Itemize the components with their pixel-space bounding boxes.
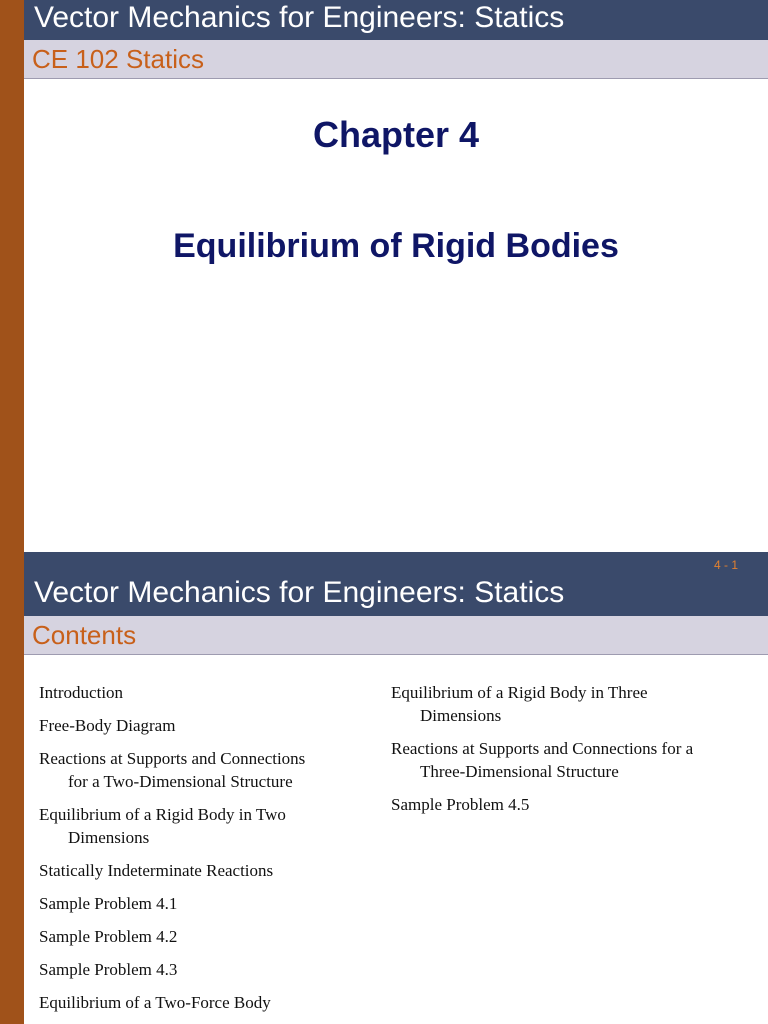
slide1-body (24, 79, 768, 552)
slide1-header (24, 0, 768, 40)
contents-item: Equilibrium of a Two-Force Body (39, 993, 271, 1012)
chapter-title: Chapter 4 (312, 114, 480, 155)
page-number: 4 - 1 (713, 558, 738, 572)
contents-item: Sample Problem 4.5 (391, 795, 530, 814)
contents-item: Reactions at Supports and Connections for a Two-Dimensional Structure (39, 749, 306, 791)
contents-item: Introduction (39, 683, 124, 702)
contents-item: Sample Problem 4.3 (39, 960, 178, 979)
contents-item: Sample Problem 4.2 (39, 927, 178, 946)
chapter-subject: Equilibrium of Rigid Bodies (173, 227, 619, 265)
slide1-course-code: CE 102 Statics (32, 44, 204, 74)
contents-item: Free-Body Diagram (39, 716, 176, 735)
contents-item: Reactions at Supports and Connections for a Three-Dimensional Structure (391, 739, 694, 781)
slide2-subtitle-bar (24, 616, 768, 655)
contents-column-right (376, 681, 736, 826)
contents-list (24, 655, 768, 1024)
slide2-header (24, 552, 768, 616)
slide1-subtitle-bar (24, 40, 768, 79)
contents-item: Sample Problem 4.1 (39, 894, 178, 913)
contents-column-left (24, 681, 354, 1024)
slide2-header-title: Vector Mechanics for Engineers: Statics (34, 576, 565, 609)
slide1-header-title: Vector Mechanics for Engineers: Statics (34, 1, 565, 34)
contents-item: Equilibrium of a Rigid Body in Three Dimensions (391, 683, 648, 725)
contents-item: Equilibrium of a Rigid Body in Two Dimensions (39, 805, 286, 847)
left-accent-bar (0, 0, 24, 1024)
contents-heading: Contents (32, 620, 137, 650)
contents-item: Statically Indeterminate Reactions (39, 861, 274, 880)
